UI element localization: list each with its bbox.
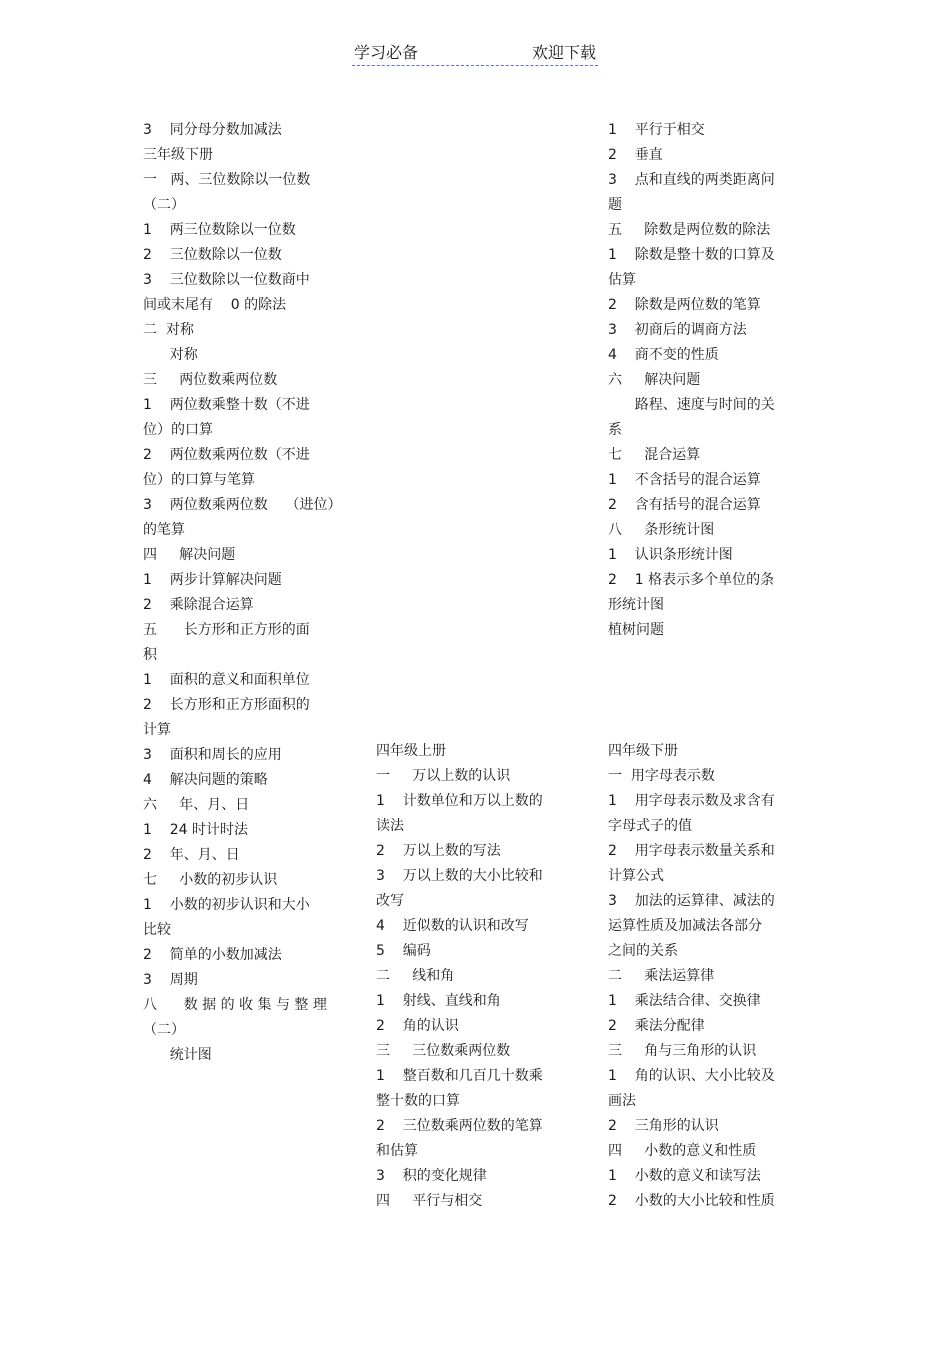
outline-line: 计算: [143, 722, 171, 738]
outline-line: 2 乘除混合运算: [143, 597, 254, 613]
outline-line: 计算公式: [608, 868, 664, 884]
outline-line: 五 除数是两位数的除法: [608, 222, 771, 238]
outline-line: 1 24 时计时法: [143, 822, 248, 838]
outline-line: 5 编码: [376, 943, 431, 959]
outline-line: 1 两位数乘整十数（不进: [143, 397, 310, 413]
outline-line: 1 两步计算解决问题: [143, 572, 282, 588]
outline-line: 2 万以上数的写法: [376, 843, 501, 859]
page-header: [352, 40, 598, 66]
outline-line: 2 乘法分配律: [608, 1018, 705, 1034]
outline-line: 2 垂直: [608, 147, 663, 163]
outline-line: 1 不含括号的混合运算: [608, 472, 761, 488]
outline-line: 1 两三位数除以一位数: [143, 222, 296, 238]
outline-line: 2 三位数乘两位数的笔算: [376, 1118, 543, 1134]
outline-line: 积: [143, 647, 157, 663]
outline-line: 估算: [608, 272, 636, 288]
outline-line: 1 小数的初步认识和大小: [143, 897, 310, 913]
outline-line: 之间的关系: [608, 943, 678, 959]
middle-column: [376, 740, 576, 1215]
outline-line: 七 混合运算: [608, 447, 701, 463]
outline-line: 3 周期: [143, 972, 198, 988]
right-column-bottom: [608, 740, 808, 1215]
outline-line: 统计图: [143, 1047, 212, 1063]
outline-line: 位）的口算: [143, 422, 213, 438]
outline-line: 3 两位数乘两位数 （进位）: [143, 497, 342, 513]
outline-line: 四 解决问题: [143, 547, 236, 563]
outline-line: 二 对称: [143, 322, 194, 338]
outline-line: 1 计数单位和万以上数的: [376, 793, 543, 809]
outline-line: 2 两位数乘两位数（不进: [143, 447, 310, 463]
outline-line: 2 简单的小数加减法: [143, 947, 282, 963]
outline-line: 2 长方形和正方形面积的: [143, 697, 310, 713]
outline-line: 四年级下册: [608, 743, 678, 759]
outline-line: 一 两、三位数除以一位数: [143, 172, 311, 188]
outline-line: 3 加法的运算律、减法的: [608, 893, 775, 909]
outline-line: 的笔算: [143, 522, 185, 538]
outline-line: 4 近似数的认识和改写: [376, 918, 529, 934]
outline-line: 题: [608, 197, 622, 213]
outline-line: 七 小数的初步认识: [143, 872, 278, 888]
outline-line: 六 年、月、日: [143, 797, 250, 813]
outline-line: 3 同分母分数加减法: [143, 122, 282, 138]
outline-line: 植树问题: [608, 622, 664, 638]
outline-line: 2 小数的大小比较和性质: [608, 1193, 775, 1209]
outline-line: 三 两位数乘两位数: [143, 372, 278, 388]
outline-line: 3 万以上数的大小比较和: [376, 868, 543, 884]
outline-line: 3 初商后的调商方法: [608, 322, 747, 338]
right-column-top: [608, 119, 808, 644]
outline-line: 1 乘法结合律、交换律: [608, 993, 761, 1009]
outline-line: 一 万以上数的认识: [376, 768, 511, 784]
outline-line: 系: [608, 422, 622, 438]
outline-line: 读法: [376, 818, 404, 834]
outline-line: 形统计图: [608, 597, 664, 613]
outline-line: 画法: [608, 1093, 636, 1109]
outline-line: 4 商不变的性质: [608, 347, 719, 363]
outline-line: 位）的口算与笔算: [143, 472, 255, 488]
outline-line: 三年级下册: [143, 147, 213, 163]
outline-line: （二）: [143, 197, 185, 213]
outline-line: 2 年、月、日: [143, 847, 240, 863]
outline-line: 1 角的认识、大小比较及: [608, 1068, 775, 1084]
outline-line: 1 认识条形统计图: [608, 547, 733, 563]
outline-line: 3 点和直线的两类距离问: [608, 172, 775, 188]
outline-line: 二 乘法运算律: [608, 968, 715, 984]
outline-line: 四 平行与相交: [376, 1193, 483, 1209]
left-column: [143, 119, 343, 1069]
outline-line: 1 用字母表示数及求含有: [608, 793, 775, 809]
outline-line: 3 面积和周长的应用: [143, 747, 282, 763]
outline-line: 1 整百数和几百几十数乘: [376, 1068, 543, 1084]
outline-line: 四年级上册: [376, 743, 446, 759]
outline-line: 一 用字母表示数: [608, 768, 715, 784]
outline-line: 2 含有括号的混合运算: [608, 497, 761, 513]
outline-line: 二 线和角: [376, 968, 455, 984]
outline-line: 2 三位数除以一位数: [143, 247, 282, 263]
outline-line: 比较: [143, 922, 171, 938]
outline-line: 2 1 格表示多个单位的条: [608, 572, 775, 588]
outline-line: 3 三位数除以一位数商中: [143, 272, 310, 288]
outline-line: 三 角与三角形的认识: [608, 1043, 757, 1059]
outline-line: 和估算: [376, 1143, 418, 1159]
outline-line: 2 用字母表示数量关系和: [608, 843, 775, 859]
outline-line: 2 角的认识: [376, 1018, 459, 1034]
outline-line: 运算性质及加减法各部分: [608, 918, 762, 934]
outline-line: 路程、速度与时间的关: [608, 397, 775, 413]
outline-line: 2 除数是两位数的笔算: [608, 297, 761, 313]
outline-line: 3 积的变化规律: [376, 1168, 487, 1184]
outline-line: 整十数的口算: [376, 1093, 460, 1109]
outline-line: （二）: [143, 1022, 185, 1038]
outline-line: 1 小数的意义和读写法: [608, 1168, 761, 1184]
outline-line: 4 解决问题的策略: [143, 772, 268, 788]
outline-line: 字母式子的值: [608, 818, 692, 834]
outline-line: 五 长方形和正方形的面: [143, 622, 310, 638]
header-right-text: 欢迎下载: [531, 43, 596, 62]
outline-line: 1 面积的意义和面积单位: [143, 672, 310, 688]
outline-line: 八 数 据 的 收 集 与 整 理: [143, 997, 327, 1013]
outline-line: 间或末尾有 0 的除法: [143, 297, 287, 313]
outline-line: 对称: [143, 347, 198, 363]
outline-line: 八 条形统计图: [608, 522, 715, 538]
outline-line: 1 射线、直线和角: [376, 993, 501, 1009]
outline-line: 1 平行于相交: [608, 122, 705, 138]
outline-line: 三 三位数乘两位数: [376, 1043, 511, 1059]
outline-line: 改写: [376, 893, 404, 909]
outline-line: 四 小数的意义和性质: [608, 1143, 757, 1159]
outline-line: 1 除数是整十数的口算及: [608, 247, 775, 263]
header-left-text: 学习必备: [354, 43, 419, 62]
outline-line: 六 解决问题: [608, 372, 701, 388]
outline-line: 2 三角形的认识: [608, 1118, 719, 1134]
